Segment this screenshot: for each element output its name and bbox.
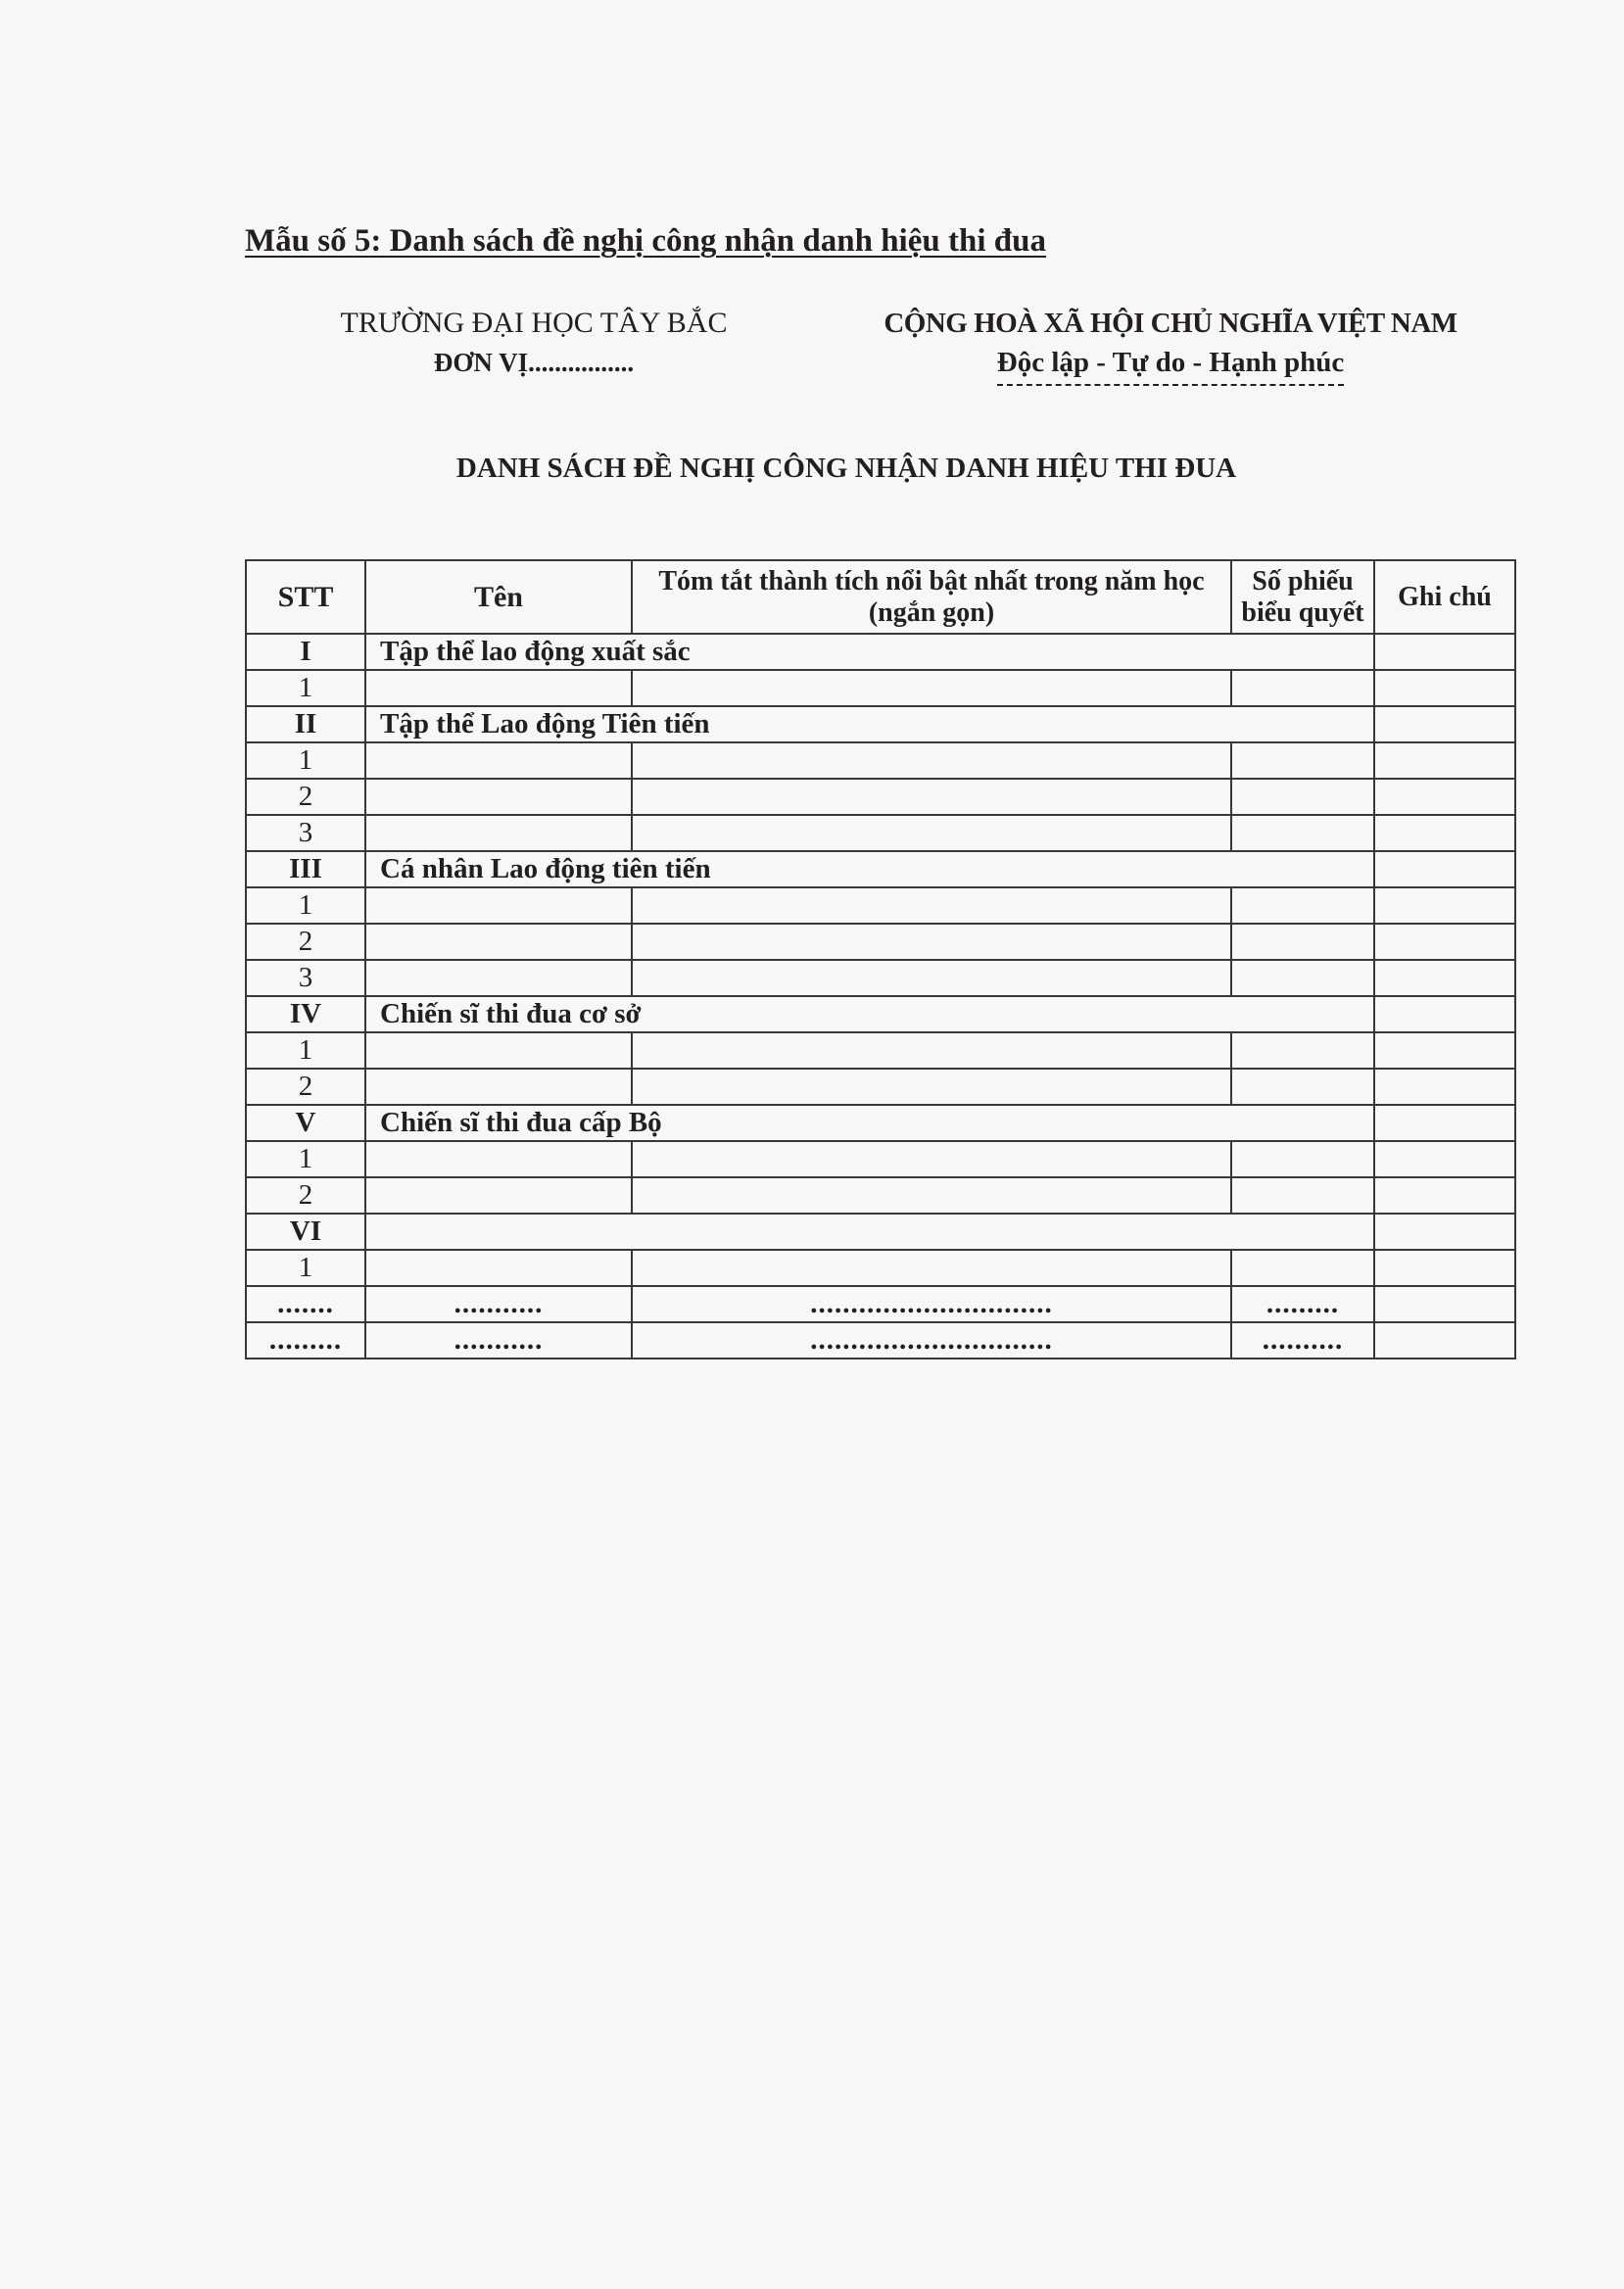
name-cell xyxy=(365,960,632,996)
table-body xyxy=(246,634,1515,1359)
table-row xyxy=(246,1069,1515,1105)
group-title: Cá nhân Lao động tiên tiến xyxy=(365,851,1374,887)
name-cell xyxy=(365,779,632,815)
votes-cell xyxy=(1231,887,1374,924)
note-cell xyxy=(1374,1250,1515,1286)
votes-cell xyxy=(1231,960,1374,996)
votes-cell xyxy=(1231,1032,1374,1069)
achievement-cell xyxy=(632,742,1231,779)
name-cell xyxy=(365,924,632,960)
note-cell xyxy=(1374,1214,1515,1250)
table-row xyxy=(246,887,1515,924)
note-cell xyxy=(1374,1286,1515,1322)
votes-cell xyxy=(1231,815,1374,851)
national-motto: Độc lập - Tự do - Hạnh phúc xyxy=(997,343,1345,386)
row-number: 3 xyxy=(246,960,365,996)
achievement-placeholder: .............................. xyxy=(632,1286,1231,1322)
votes-cell xyxy=(1231,779,1374,815)
name-cell xyxy=(365,742,632,779)
row-number: 3 xyxy=(246,815,365,851)
row-number-placeholder: ....... xyxy=(246,1286,365,1322)
votes-placeholder: .......... xyxy=(1231,1322,1374,1359)
school-header xyxy=(284,304,784,382)
group-title xyxy=(365,1214,1374,1250)
note-cell xyxy=(1374,851,1515,887)
achievement-cell xyxy=(632,815,1231,851)
header-votes: Số phiếu biểu quyết xyxy=(1231,560,1374,634)
note-cell xyxy=(1374,960,1515,996)
achievement-cell xyxy=(632,887,1231,924)
table-row xyxy=(246,742,1515,779)
votes-placeholder: ......... xyxy=(1231,1286,1374,1322)
group-row xyxy=(246,706,1515,742)
name-cell xyxy=(365,1032,632,1069)
name-cell xyxy=(365,1141,632,1177)
votes-cell xyxy=(1231,1069,1374,1105)
table-row xyxy=(246,1250,1515,1286)
achievement-placeholder: .............................. xyxy=(632,1322,1231,1359)
votes-cell xyxy=(1231,742,1374,779)
row-number: 1 xyxy=(246,742,365,779)
name-cell xyxy=(365,670,632,706)
achievement-cell xyxy=(632,670,1231,706)
note-cell xyxy=(1374,706,1515,742)
group-title: Chiến sĩ thi đua cơ sở xyxy=(365,996,1374,1032)
header-achievement: Tóm tắt thành tích nổi bật nhất trong năm học (ngắn gọn) xyxy=(632,560,1231,634)
name-placeholder: ........... xyxy=(365,1286,632,1322)
achievement-cell xyxy=(632,779,1231,815)
row-number: 2 xyxy=(246,1177,365,1214)
name-cell xyxy=(365,1250,632,1286)
row-number: 2 xyxy=(246,924,365,960)
note-cell xyxy=(1374,924,1515,960)
header-note: Ghi chú xyxy=(1374,560,1515,634)
row-number: 2 xyxy=(246,1069,365,1105)
achievement-cell xyxy=(632,924,1231,960)
table-row xyxy=(246,779,1515,815)
header-name: Tên xyxy=(365,560,632,634)
note-cell xyxy=(1374,815,1515,851)
table-row xyxy=(246,1141,1515,1177)
group-title: Tập thể lao động xuất sắc xyxy=(365,634,1374,670)
header-stt: STT xyxy=(246,560,365,634)
note-cell xyxy=(1374,1069,1515,1105)
group-number: V xyxy=(246,1105,365,1141)
achievement-cell xyxy=(632,1177,1231,1214)
name-placeholder: ........... xyxy=(365,1322,632,1359)
note-cell xyxy=(1374,887,1515,924)
row-number: 1 xyxy=(246,670,365,706)
achievement-cell xyxy=(632,1069,1231,1105)
row-number: 1 xyxy=(246,887,365,924)
group-row xyxy=(246,996,1515,1032)
votes-cell xyxy=(1231,924,1374,960)
row-number: 1 xyxy=(246,1250,365,1286)
table-row xyxy=(246,960,1515,996)
table-row xyxy=(246,670,1515,706)
row-number: 1 xyxy=(246,1141,365,1177)
national-header xyxy=(852,304,1489,387)
group-row xyxy=(246,851,1515,887)
group-number: I xyxy=(246,634,365,670)
unit-label: ĐƠN VỊ................ xyxy=(433,348,635,377)
row-number: 2 xyxy=(246,779,365,815)
note-cell xyxy=(1374,996,1515,1032)
name-cell xyxy=(365,815,632,851)
votes-cell xyxy=(1231,1177,1374,1214)
note-cell xyxy=(1374,1105,1515,1141)
group-number: IV xyxy=(246,996,365,1032)
row-number-placeholder: ......... xyxy=(246,1322,365,1359)
votes-cell xyxy=(1231,1141,1374,1177)
group-row xyxy=(246,634,1515,670)
group-number: VI xyxy=(246,1214,365,1250)
table-row xyxy=(246,924,1515,960)
placeholder-row xyxy=(246,1322,1515,1359)
name-cell xyxy=(365,887,632,924)
form-title: Mẫu số 5: Danh sách đề nghị công nhận danh hiệu thi đua xyxy=(245,223,1046,259)
award-table xyxy=(245,559,1516,1359)
table-row xyxy=(246,1177,1515,1214)
group-row xyxy=(246,1214,1515,1250)
votes-cell xyxy=(1231,670,1374,706)
list-title: DANH SÁCH ĐỀ NGHỊ CÔNG NHẬN DANH HIỆU THI ĐUA xyxy=(455,453,1237,484)
row-number: 1 xyxy=(246,1032,365,1069)
note-cell xyxy=(1374,779,1515,815)
note-cell xyxy=(1374,1177,1515,1214)
note-cell xyxy=(1374,1322,1515,1359)
achievement-cell xyxy=(632,1141,1231,1177)
placeholder-row xyxy=(246,1286,1515,1322)
school-name: TRƯỜNG ĐẠI HỌC TÂY BẮC xyxy=(340,307,728,339)
group-title: Chiến sĩ thi đua cấp Bộ xyxy=(365,1105,1374,1141)
group-row xyxy=(246,1105,1515,1141)
note-cell xyxy=(1374,742,1515,779)
group-number: III xyxy=(246,851,365,887)
note-cell xyxy=(1374,670,1515,706)
name-cell xyxy=(365,1069,632,1105)
note-cell xyxy=(1374,634,1515,670)
achievement-cell xyxy=(632,1250,1231,1286)
note-cell xyxy=(1374,1141,1515,1177)
achievement-cell xyxy=(632,1032,1231,1069)
table-header-row xyxy=(246,560,1515,634)
table-row xyxy=(246,815,1515,851)
votes-cell xyxy=(1231,1250,1374,1286)
name-cell xyxy=(365,1177,632,1214)
note-cell xyxy=(1374,1032,1515,1069)
achievement-cell xyxy=(632,960,1231,996)
table-row xyxy=(246,1032,1515,1069)
group-title: Tập thể Lao động Tiên tiến xyxy=(365,706,1374,742)
country-name: CỘNG HOÀ XÃ HỘI CHỦ NGHĨA VIỆT NAM xyxy=(884,308,1457,339)
group-number: II xyxy=(246,706,365,742)
